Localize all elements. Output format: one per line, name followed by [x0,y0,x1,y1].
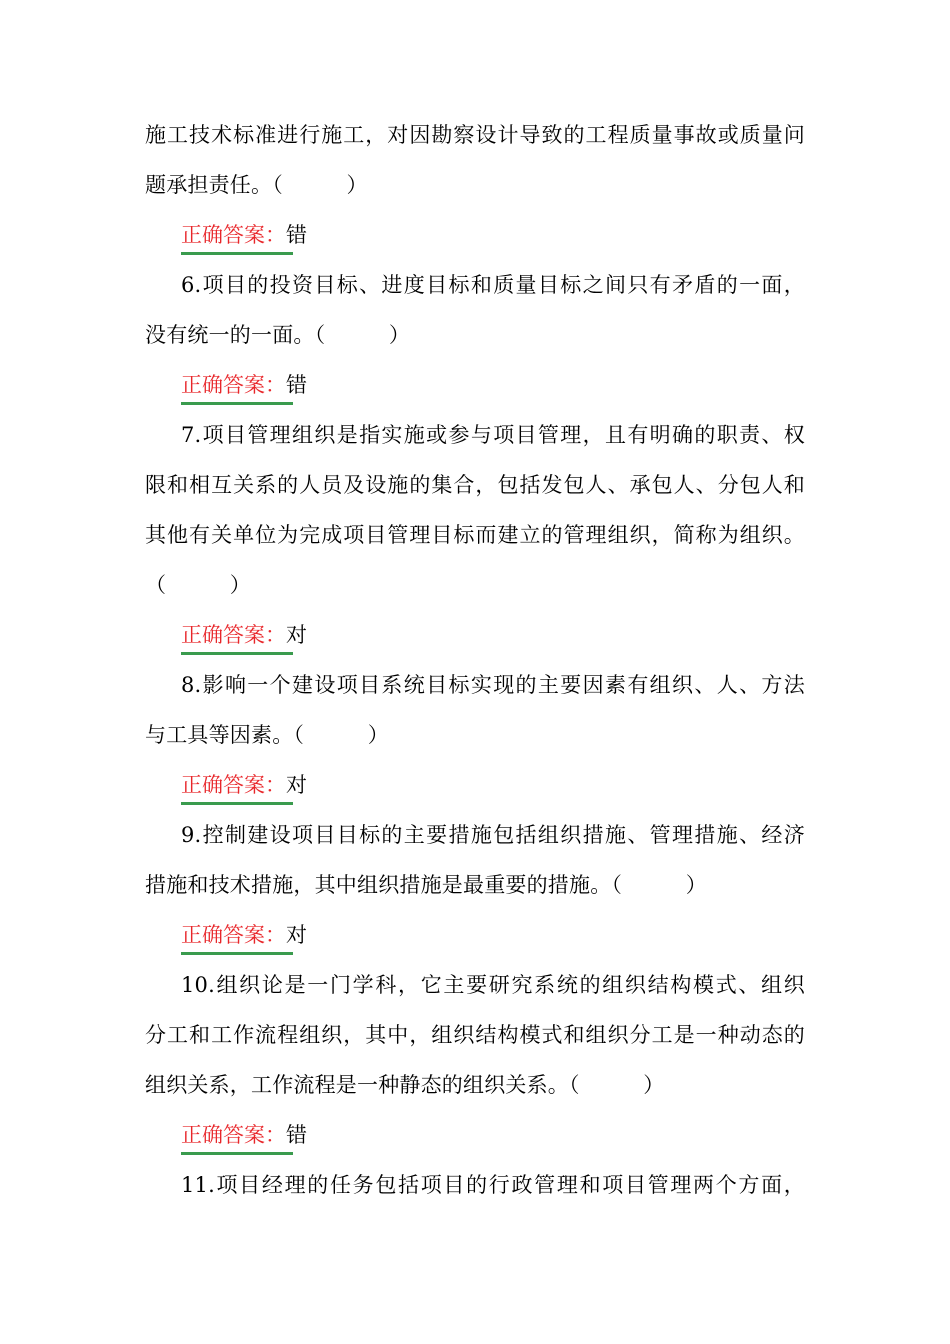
answer-underline [181,252,293,255]
answer-underline [181,402,293,405]
question-text-line: 11.项目经理的任务包括项目的行政管理和项目管理两个方面， [181,1173,805,1197]
answer-underline [181,802,293,805]
question-text-line: 限和相互关系的人员及设施的集合，包括发包人、承包人、分包人和 [145,473,805,497]
answer-underline [181,952,293,955]
answer-label: 正确答案： [181,1123,286,1147]
answer-line [181,921,307,949]
answer-value: 对 [286,773,307,797]
question-text-line: 6.项目的投资目标、进度目标和质量目标之间只有矛盾的一面， [181,273,805,297]
answer-label: 正确答案： [181,373,286,397]
answer-value: 对 [286,623,307,647]
question-text-line: 施工技术标准进行施工，对因勘察设计导致的工程质量事故或质量问 [145,123,805,147]
answer-line [181,371,307,399]
question-text-line: 8.影响一个建设项目系统目标实现的主要因素有组织、人、方法 [181,673,805,697]
question-text-line: 9.控制建设项目目标的主要措施包括组织措施、管理措施、经济 [181,823,805,847]
question-text-line: 组织关系，工作流程是一种静态的组织关系。（ ） [145,1073,665,1097]
question-text-line: 7.项目管理组织是指实施或参与项目管理，且有明确的职责、权 [181,423,805,447]
question-text-line: 10.组织论是一门学科，它主要研究系统的组织结构模式、组织 [181,973,805,997]
question-text-line: 其他有关单位为完成项目管理目标而建立的管理组织，简称为组织。 [145,523,805,547]
answer-value: 错 [286,1123,307,1147]
question-text-line: 与工具等因素。（ ） [145,723,389,747]
answer-underline [181,1152,293,1155]
answer-value: 对 [286,923,307,947]
question-text-line: 没有统一的一面。（ ） [145,323,411,347]
question-text-line: 题承担责任。（ ） [145,173,368,197]
question-text-line: 分工和工作流程组织，其中，组织结构模式和组织分工是一种动态的 [145,1023,805,1047]
answer-line [181,1121,307,1149]
question-text-line: （ ） [145,573,251,597]
answer-underline [181,652,293,655]
answer-label: 正确答案： [181,623,286,647]
answer-label: 正确答案： [181,223,286,247]
answer-line [181,771,307,799]
answer-value: 错 [286,223,307,247]
answer-line [181,621,307,649]
answer-label: 正确答案： [181,923,286,947]
answer-line [181,221,307,249]
answer-label: 正确答案： [181,773,286,797]
answer-value: 错 [286,373,307,397]
question-text-line: 措施和技术措施，其中组织措施是最重要的措施。（ ） [145,873,707,897]
